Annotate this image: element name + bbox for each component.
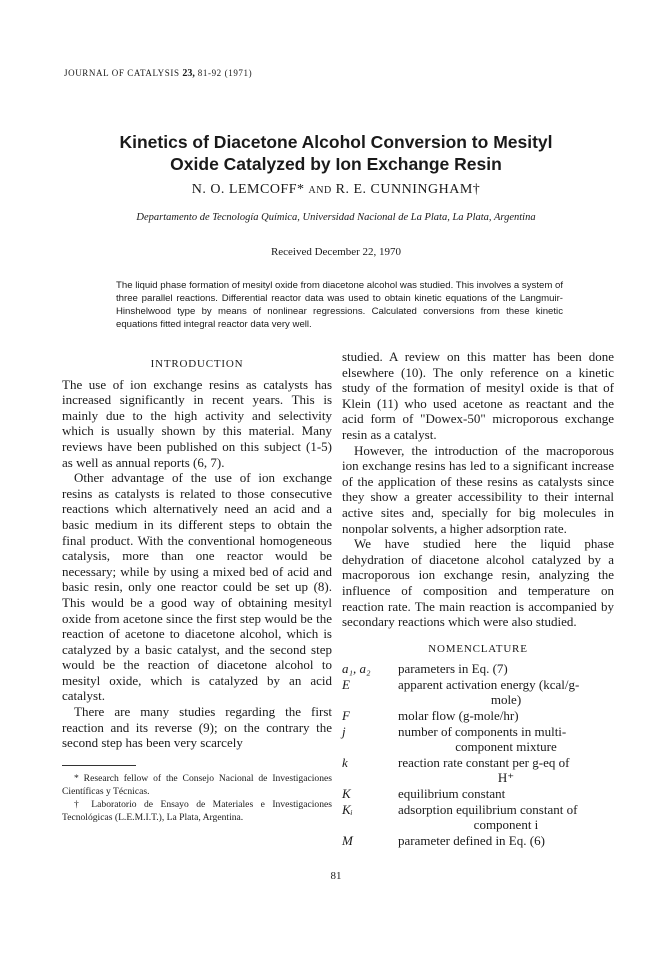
received-date: Received December 22, 1970: [270, 246, 402, 258]
nomenclature-symbol: K: [342, 786, 351, 802]
nomenclature-item: [342, 755, 614, 786]
nomenclature-definition: [398, 833, 614, 849]
nomenclature-definition: [398, 786, 614, 802]
nomenclature-item: [342, 786, 614, 802]
footnote-2: † Laboratorio de Ensayo de Materiales e Investigaciones Tecnológicas (L.E.M.I.T.), La Plata, Argentina.: [62, 798, 332, 823]
definition-text: molar flow (g-mole/hr): [398, 708, 519, 724]
title-line-2: Oxide Catalyzed by Ion Exchange Resin: [170, 154, 502, 174]
definition-text: number of components in multi-: [398, 723, 567, 739]
nomenclature-symbol: Kᵢ: [342, 801, 353, 817]
nomenclature-item: [342, 661, 614, 677]
author-1: N. O. LEMCOFF*: [191, 182, 305, 197]
nomenclature-item: [342, 833, 614, 849]
left-column: [62, 357, 332, 824]
running-head: [64, 68, 252, 79]
footnote-divider: [62, 765, 136, 766]
affiliation: Departamento de Tecnología Química, Universidad Nacional de La Plata, La Plata, Argentina: [136, 212, 536, 223]
nomenclature-definition: [398, 724, 614, 755]
author-2: R. E. CUNNINGHAM†: [335, 182, 481, 197]
pages-year: 81-92 (1971): [197, 68, 253, 78]
nomenclature-symbol: F: [342, 708, 350, 724]
right-paragraph-1: studied. A review on this matter has been done elsewhere (10). The only reference on a kinetic study of the formation of mesityl oxide is that of Klein (11) who used acetone as reactant and the acid form of "Dowex-50" microporous exchange resin as a catalyst.: [342, 349, 614, 442]
article-title: [96, 131, 576, 175]
volume-number: 23,: [182, 68, 195, 79]
definition-text: parameters in Eq. (7): [398, 661, 508, 677]
definition-continuation: component mixture: [455, 739, 557, 755]
footnote-1: * Research fellow of the Consejo Nacional de Investigaciones Científicas y Técnicas.: [62, 772, 332, 797]
right-paragraph-3: We have studied here the liquid phase dehydration of diacetone alcohol catalyzed by a macroporous ion exchange resin, analyzing the influence of composition and temperature on reaction rate. The main reaction is accompanied by secondary reactions which were also studied.: [342, 536, 614, 630]
section-heading-nomenclature: [342, 642, 614, 658]
nomenclature-definition: [398, 708, 614, 724]
intro-paragraph-2: Other advantage of the use of ion exchange resins as catalysts is related to those consecutive reactions which alternatively need an acid and a basic medium in its different steps to obtain the final product. With the conventional homogeneous catalysis, more than one reactor would be necessary; while by using a mixed bed of acid and basic resin, only one reactor could be set up (8). This would be a good way of obtaining mesityl oxide from acetone since the first step would be the reaction of acetone to diacetone alcohol, which is catalyzed by a basic catalyst, and the second step would be the reaction of diacetone alcohol to mesityl oxide, which is catalyzed by an acid catalyst.: [62, 470, 332, 704]
authors: [60, 182, 612, 198]
author-conjunction: AND: [308, 185, 332, 196]
intro-paragraph-3: There are many studies regarding the first reaction and its reverse (9); on the contrary the second step has been very scarcely: [62, 704, 332, 751]
introduction-heading-text: INTRODUCTION: [150, 358, 244, 370]
abstract: The liquid phase formation of mesityl oxide from diacetone alcohol was studied. This involves a system of three parallel reactions. Differential reactor data was used to obtain kinetic equations of the Langmuir-Hinshelwood type by means of nonlinear regressions. Calculated conversions from these kinetic equations fitted integral reactor data very well.: [116, 280, 563, 331]
nomenclature-item: [342, 802, 614, 833]
nomenclature-definition: [398, 755, 614, 786]
definition-text: parameter defined in Eq. (6): [398, 832, 545, 848]
nomenclature-symbol: k: [342, 754, 348, 770]
nomenclature-item: [342, 708, 614, 724]
nomenclature-heading-text: NOMENCLATURE: [428, 642, 528, 655]
nomenclature-definition: [398, 677, 614, 708]
definition-text: apparent activation energy (kcal/g-: [398, 676, 580, 692]
page-number: 81: [330, 870, 342, 882]
nomenclature-definition: [398, 802, 614, 833]
nomenclature-symbol: a₁, a₂: [342, 661, 371, 677]
nomenclature-symbol: M: [342, 832, 353, 848]
definition-text: reaction rate constant per g-eq of: [398, 754, 570, 770]
intro-paragraph-1: The use of ion exchange resins as catalysts has increased significantly in recent years. This is mainly due to the high activity and selectivity which is usually shown by this material. Many reviews have been published on this subject (1-5) as well as annual reports (6, 7).: [62, 376, 332, 470]
journal-name: JOURNAL OF CATALYSIS: [64, 68, 180, 78]
definition-text: adsorption equilibrium constant of: [398, 801, 578, 817]
right-paragraph-2: However, the introduction of the macroporous ion exchange resins has led to a significant increase of the application of these resins as catalysts since they show a greater accessibility to their internal active sites and, specially for big molecules in nonpolar solvents, a higher adsorption rate.: [342, 442, 614, 536]
right-column: [342, 349, 614, 848]
nomenclature-item: [342, 724, 614, 755]
nomenclature-list: [342, 661, 614, 848]
nomenclature-symbol: E: [342, 676, 350, 692]
nomenclature-item: [342, 677, 614, 708]
definition-continuation: component i: [473, 817, 539, 833]
definition-continuation: H⁺: [497, 770, 515, 786]
definition-text: equilibrium constant: [398, 786, 506, 802]
section-heading-introduction: [62, 357, 332, 373]
nomenclature-symbol: j: [342, 723, 346, 739]
title-line-1: Kinetics of Diacetone Alcohol Conversion to Mesityl: [119, 132, 553, 152]
nomenclature-definition: [398, 661, 614, 677]
definition-continuation: mole): [490, 692, 522, 708]
